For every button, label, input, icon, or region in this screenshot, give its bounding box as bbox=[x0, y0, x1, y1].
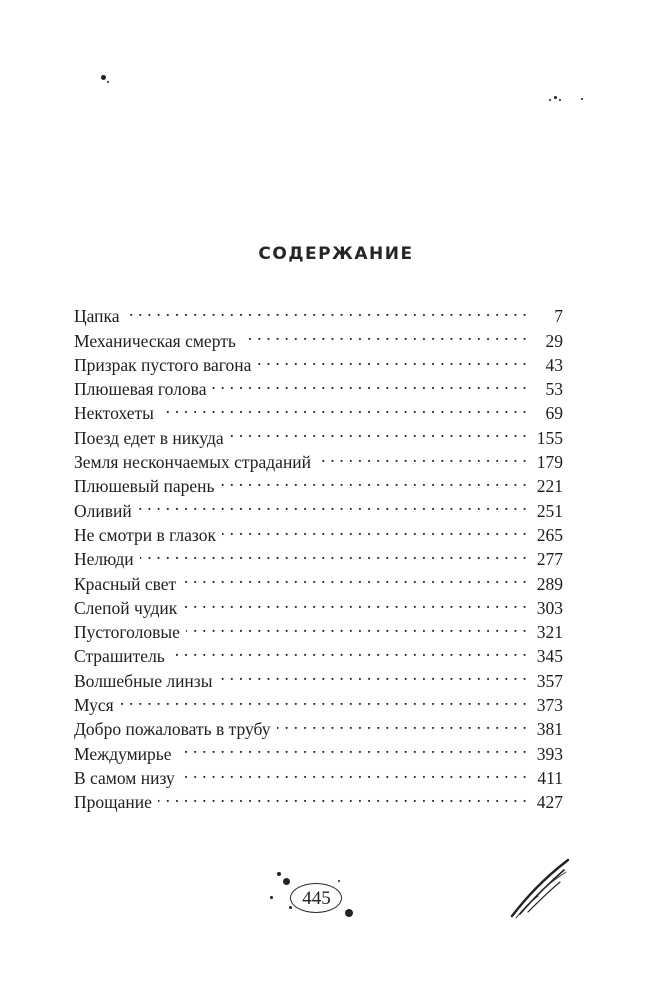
toc-entry-page: 155 bbox=[536, 427, 563, 448]
toc-entry-page: 393 bbox=[536, 743, 563, 764]
toc-entry-title: Добро пожаловать в трубу bbox=[74, 719, 271, 740]
toc-entry-page: 29 bbox=[545, 330, 563, 351]
toc-entry-title: Плюшевая голова bbox=[74, 379, 207, 400]
toc-entry-page: 69 bbox=[545, 403, 563, 424]
toc-entry-page: 345 bbox=[536, 646, 563, 667]
toc-dot-leader bbox=[220, 468, 527, 492]
toc-entry-title: Не смотри в глазок bbox=[74, 524, 216, 545]
toc-entry-title: Земля нескончаемых страданий bbox=[74, 452, 312, 473]
toc-dot-leader bbox=[186, 614, 527, 638]
toc-dot-leader bbox=[257, 347, 527, 371]
toc-dot-leader bbox=[277, 711, 527, 735]
toc-entry-title: В самом низу bbox=[74, 767, 175, 788]
claw-scratch-icon bbox=[508, 858, 574, 920]
toc-entry-page: 427 bbox=[536, 792, 563, 813]
toc-entry-title: Слепой чудик bbox=[74, 597, 178, 618]
toc-entry-title: Оливий bbox=[74, 500, 132, 521]
toc-entry bbox=[74, 541, 563, 570]
toc-entry-page: 321 bbox=[536, 622, 563, 643]
toc-dot-leader bbox=[218, 662, 527, 686]
toc-entry-title: Механическая смерть bbox=[74, 330, 236, 351]
toc-entry-title: Призрак пустого вагона bbox=[74, 354, 252, 375]
toc-entry-page: 7 bbox=[554, 306, 563, 327]
toc-entry-title: Пустоголовые bbox=[74, 622, 180, 643]
toc-entry bbox=[74, 517, 563, 545]
toc-entry-page: 251 bbox=[536, 500, 563, 521]
toc-dot-leader bbox=[160, 395, 527, 419]
toc-entry-title: Нектохеты bbox=[74, 403, 154, 424]
toc-dot-leader bbox=[182, 565, 527, 589]
toc-entry-page: 289 bbox=[536, 573, 563, 594]
toc-dot-leader bbox=[222, 517, 527, 541]
toc-entry-title: Волшебные линзы bbox=[74, 670, 213, 691]
toc-entry-page: 179 bbox=[536, 452, 563, 473]
toc-entry-title: Муся bbox=[74, 695, 114, 716]
toc-entry-title: Поезд едет в никуда bbox=[74, 427, 224, 448]
toc-dot-leader bbox=[120, 687, 527, 711]
toc-entry-title: Нелюди bbox=[74, 549, 134, 570]
toc-entry-page: 277 bbox=[536, 549, 563, 570]
toc-dot-leader bbox=[178, 735, 527, 759]
toc-entry-page: 381 bbox=[536, 719, 563, 740]
toc-dot-leader bbox=[126, 298, 527, 322]
page-title: СОДЕРЖАНИЕ bbox=[258, 244, 414, 264]
toc-dot-leader bbox=[171, 638, 527, 662]
toc-entry-title: Цапка bbox=[74, 306, 120, 327]
toc-dot-leader bbox=[317, 444, 527, 468]
toc-entry-page: 373 bbox=[536, 695, 563, 716]
toc-dot-leader bbox=[158, 784, 527, 808]
toc-dot-leader bbox=[212, 371, 527, 395]
toc-dot-leader bbox=[183, 590, 527, 614]
table-of-contents bbox=[74, 298, 563, 813]
toc-entry-title: Страшитель bbox=[74, 646, 165, 667]
toc-dot-leader bbox=[242, 322, 527, 346]
toc-entry bbox=[74, 565, 563, 594]
toc-entry-page: 265 bbox=[536, 524, 563, 545]
toc-dot-leader bbox=[230, 419, 527, 443]
toc-entry-page: 303 bbox=[536, 597, 563, 618]
toc-entry-page: 411 bbox=[537, 767, 563, 788]
toc-entry-title: Междумирье bbox=[74, 743, 172, 764]
toc-dot-leader bbox=[140, 541, 527, 565]
toc-entry-page: 43 bbox=[545, 354, 563, 375]
toc-entry-page: 53 bbox=[545, 379, 563, 400]
toc-entry-page: 221 bbox=[536, 476, 563, 497]
toc-entry bbox=[74, 687, 563, 716]
page-number-badge bbox=[290, 883, 344, 913]
toc-entry-title: Плюшевый парень bbox=[74, 476, 215, 497]
toc-entry-page: 357 bbox=[536, 670, 563, 691]
toc-dot-leader bbox=[181, 760, 527, 784]
toc-entry-title: Прощание bbox=[74, 792, 152, 813]
toc-dot-leader bbox=[138, 492, 527, 516]
toc-entry bbox=[74, 492, 563, 521]
toc-entry bbox=[74, 298, 563, 327]
toc-entry bbox=[74, 711, 563, 740]
page-number: 445 bbox=[302, 888, 331, 909]
toc-entry-title: Красный свет bbox=[74, 573, 177, 594]
toc-entry bbox=[74, 322, 563, 351]
